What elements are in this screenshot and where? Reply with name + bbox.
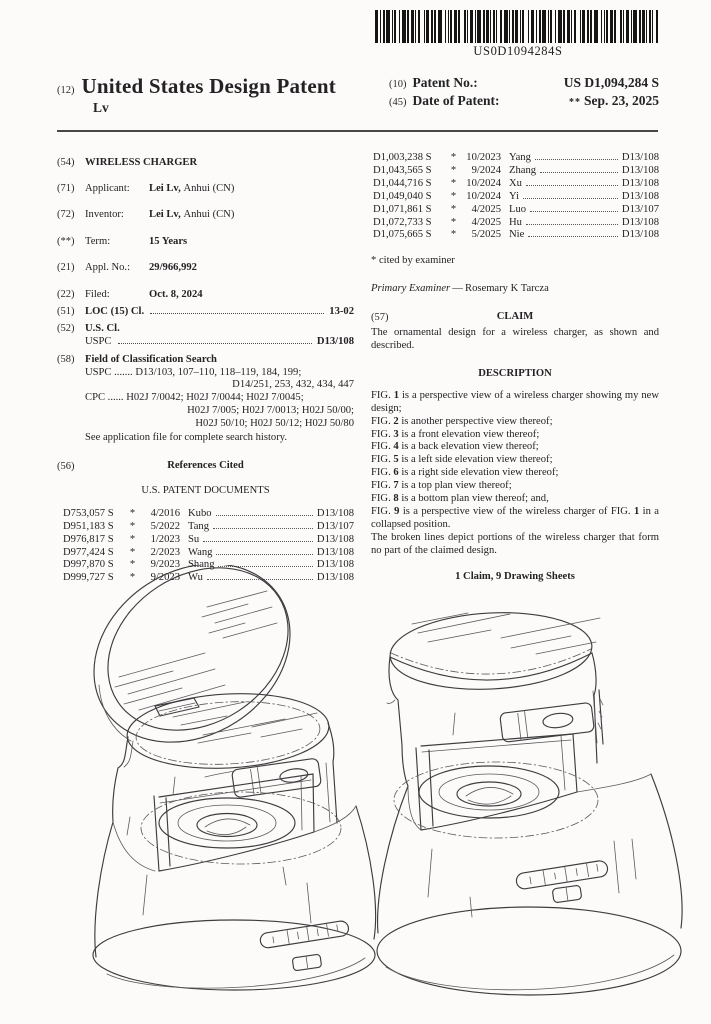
ref-dot-leader — [216, 515, 313, 516]
description-text: is a perspective view of a wireless charger showing my new design; — [371, 389, 660, 414]
inventor-address: Anhui (CN) — [180, 209, 235, 221]
barcode-icon — [375, 10, 659, 43]
description-text: is a left side elevation view thereof; — [398, 454, 553, 466]
ref-examiner-star: * — [129, 572, 136, 584]
ref-patent-number: D951,183 S — [63, 520, 114, 532]
patent-number-row — [389, 75, 659, 91]
ref-inventor-name: Zhang — [509, 164, 537, 176]
ref-date: 5/2022 — [150, 520, 180, 532]
ref-patent-number: D1,049,040 S — [373, 190, 432, 202]
dot-leader — [118, 343, 312, 344]
inventor-row — [57, 209, 354, 222]
ref-examiner-star: * — [450, 190, 457, 202]
ref-dot-leader — [526, 185, 618, 186]
ref-classification: D13/108 — [316, 559, 354, 571]
ref-inventor-name: Kubo — [188, 507, 212, 519]
ref-date: 5/2025 — [471, 229, 501, 241]
dot-leader — [150, 313, 324, 314]
examiner-separator: — — [450, 283, 465, 295]
field-code: (56) — [57, 461, 75, 472]
description-text: FIG. — [371, 428, 394, 440]
left-column — [57, 143, 354, 585]
applicant-label: Applicant: — [85, 182, 130, 194]
figure-number: 9 — [394, 505, 400, 517]
description-text: is a back elevation view thereof; — [398, 441, 539, 453]
description-text: in a collapsed position. — [371, 505, 659, 530]
ref-classification: D13/108 — [621, 152, 659, 163]
figure-number: 5 — [393, 454, 399, 466]
patent-date-row — [389, 93, 659, 109]
ref-examiner-star: * — [129, 559, 136, 571]
header-right — [389, 74, 659, 116]
title-row — [57, 157, 354, 170]
reference-row — [371, 178, 659, 191]
ref-examiner-star: * — [450, 177, 457, 189]
examiner-name: Rosemary K Tarcza — [465, 283, 549, 295]
ref-patent-number: D1,043,565 S — [373, 164, 432, 176]
figure-number: 3 — [393, 428, 399, 440]
ref-inventor-name: Xu — [509, 177, 522, 189]
ref-patent-number: D1,071,861 S — [373, 203, 432, 215]
figure-number: 6 — [393, 467, 399, 479]
examiner-label: Primary Examiner — [371, 283, 451, 295]
reference-row — [371, 191, 659, 204]
claim-heading-text: CLAIM — [496, 311, 534, 323]
reference-row — [57, 547, 354, 560]
reference-row — [57, 534, 354, 547]
ref-classification: D13/108 — [316, 546, 354, 558]
ref-date: 9/2023 — [150, 572, 180, 584]
ref-patent-number: D1,003,238 S — [373, 152, 432, 163]
ref-classification: D13/108 — [316, 507, 354, 519]
us-patent-documents-heading: U.S. PATENT DOCUMENTS — [141, 484, 270, 496]
description-text: FIG. — [371, 467, 394, 479]
ref-patent-number: D1,075,665 S — [373, 229, 432, 241]
field-code: (52) — [57, 323, 75, 335]
inventor-value — [149, 209, 234, 222]
description-text: is a right side elevation view thereof; — [398, 467, 559, 479]
ref-examiner-star: * — [129, 546, 136, 558]
ref-examiner-star: * — [450, 152, 457, 163]
ref-examiner-star: * — [450, 229, 457, 241]
ref-classification: D13/108 — [621, 229, 659, 241]
description-text: FIG. — [371, 493, 394, 505]
ref-date: 9/2024 — [471, 164, 501, 176]
uspc-label: USPC — [85, 336, 112, 348]
ref-date: 2/2023 — [150, 546, 180, 558]
date-label: Date of Patent: — [412, 93, 500, 108]
ref-patent-number: D997,870 S — [63, 559, 114, 571]
doc-kind-code: (12) — [57, 85, 75, 96]
ref-date: 10/2024 — [466, 177, 501, 189]
field-cpc-lines — [57, 392, 354, 431]
bibliographic-body — [57, 143, 659, 585]
ref-classification: D13/108 — [621, 216, 659, 228]
appl-no-label: Appl. No.: — [85, 262, 131, 274]
field-code: (**) — [57, 235, 75, 247]
uspc-value: D13/108 — [316, 336, 354, 348]
cited-by-examiner-note: * cited by examiner — [371, 255, 455, 267]
field-search-line: H02J 7/005; H02J 7/0013; H02J 50/00; — [187, 405, 354, 417]
ref-dot-leader — [535, 159, 618, 160]
field-search-line: D14/251, 253, 432, 434, 447 — [232, 379, 354, 391]
description-line — [371, 441, 659, 454]
ref-date: 4/2025 — [471, 216, 501, 228]
header-divider — [57, 130, 658, 132]
applicant-name: Lei Lv, — [149, 182, 181, 194]
ref-inventor-name: Yang — [509, 152, 531, 163]
ref-date: 10/2024 — [466, 190, 501, 202]
description-line — [371, 480, 659, 493]
ref-dot-leader — [540, 172, 618, 173]
ref-inventor-name: Wu — [188, 572, 203, 584]
description-text: FIG. — [371, 389, 394, 401]
barcode-block — [375, 10, 661, 59]
header-left — [57, 74, 389, 116]
description-lines — [371, 390, 659, 532]
description-line — [371, 454, 659, 467]
application-number-row — [57, 262, 354, 275]
us-cl-label: U.S. Cl. — [85, 323, 120, 335]
loc-class-row — [57, 306, 354, 319]
search-history-note: See application file for complete search history. — [85, 432, 287, 444]
loc-label: LOC (15) Cl. — [85, 305, 145, 317]
ref-dot-leader — [216, 554, 312, 555]
description-text: FIG. — [371, 441, 394, 453]
page-header — [57, 74, 659, 116]
date-value — [569, 93, 659, 109]
description-line — [371, 467, 659, 480]
description-text: FIG. — [371, 454, 394, 466]
ref-date: 4/2025 — [471, 203, 501, 215]
field-code: (22) — [57, 288, 75, 300]
field-of-search-label: Field of Classification Search — [85, 353, 217, 365]
field-code: (71) — [57, 182, 75, 194]
ref-examiner-star: * — [129, 507, 136, 519]
claim-heading — [371, 311, 659, 324]
ref-classification: D13/108 — [316, 572, 354, 584]
term-value: 15 Years — [149, 235, 188, 247]
field-code: (54) — [57, 156, 75, 168]
ref-patent-number: D753,057 S — [63, 507, 114, 519]
field-search-line: CPC ...... H02J 7/0042; H02J 7/0044; H02J 7/0045; — [85, 392, 304, 404]
patent-no-code: (10) — [389, 79, 407, 90]
description-text: FIG. — [371, 505, 395, 517]
figure-number: 2 — [393, 415, 399, 427]
filed-label: Filed: — [85, 288, 110, 300]
filed-row — [57, 289, 354, 302]
term-label: Term: — [85, 235, 111, 247]
wireless-charger-closed-drawing — [360, 593, 705, 1023]
references-heading — [57, 460, 354, 473]
claims-sheets-note: 1 Claim, 9 Drawing Sheets — [455, 570, 575, 582]
figure-number: 1 — [393, 389, 399, 401]
ref-examiner-star: * — [450, 164, 457, 176]
ref-classification: D13/107 — [316, 520, 354, 532]
references-heading-text: References Cited — [167, 460, 244, 471]
description-text: is a front elevation view thereof; — [398, 428, 540, 440]
loc-value: 13-02 — [329, 305, 354, 317]
field-search-line: USPC ....... D13/103, 107–110, 118–119, 184, 199; — [85, 366, 302, 378]
patent-no-label: Patent No.: — [412, 75, 478, 90]
ref-date: 10/2023 — [466, 152, 501, 163]
figure-closed-charger — [360, 593, 705, 1023]
reference-row — [57, 521, 354, 534]
right-column — [371, 143, 659, 585]
invention-title: WIRELESS CHARGER — [85, 156, 198, 168]
uspc-row — [57, 336, 354, 349]
ref-inventor-name: Hu — [509, 216, 522, 228]
ref-inventor-name: Su — [188, 533, 200, 545]
description-text: is a bottom plan view thereof; and, — [398, 493, 549, 505]
ref-classification: D13/108 — [621, 164, 659, 176]
ref-dot-leader — [523, 198, 618, 199]
reference-row — [57, 508, 354, 521]
ref-examiner-star: * — [129, 520, 136, 532]
reference-row — [371, 204, 659, 217]
ref-date: 4/2016 — [150, 507, 180, 519]
claim-text: The ornamental design for a wireless charger, as shown and described. — [371, 327, 659, 351]
ref-patent-number: D999,727 S — [63, 572, 114, 584]
ref-inventor-name: Nie — [509, 229, 525, 241]
inventor-surname: Lv — [93, 100, 109, 115]
figure-number: 4 — [393, 441, 399, 453]
ref-patent-number: D1,072,733 S — [373, 216, 432, 228]
description-line — [371, 506, 659, 532]
field-code: (57) — [371, 312, 389, 324]
ref-classification: D13/108 — [621, 177, 659, 189]
applicant-row — [57, 183, 354, 196]
reference-row — [371, 152, 659, 165]
reference-row — [371, 229, 659, 242]
field-code: (58) — [57, 353, 75, 365]
field-code: (51) — [57, 305, 75, 317]
field-search-line: H02J 50/10; H02J 50/12; H02J 50/80 — [195, 418, 354, 430]
drawing-sheet — [0, 560, 711, 1024]
patent-no-value: US D1,094,284 S — [563, 75, 659, 90]
filed-value: Oct. 8, 2024 — [149, 288, 203, 300]
ref-examiner-star: * — [450, 203, 457, 215]
reference-row — [371, 217, 659, 230]
term-row — [57, 236, 354, 249]
ref-classification: D13/108 — [316, 533, 354, 545]
figure-number: 8 — [393, 493, 399, 505]
ref-patent-number: D976,817 S — [63, 533, 114, 545]
description-line — [371, 390, 659, 416]
ref-inventor-name: Wang — [188, 546, 213, 558]
ref-date: 9/2023 — [150, 559, 180, 571]
ref-classification: D13/108 — [621, 190, 659, 202]
field-code: (21) — [57, 262, 75, 274]
ref-dot-leader — [530, 211, 618, 212]
ref-classification: D13/107 — [621, 203, 659, 215]
ref-patent-number: D1,044,716 S — [373, 177, 432, 189]
page-title: United States Design Patent — [81, 74, 336, 98]
reference-row — [371, 165, 659, 178]
wireless-charger-open-drawing — [55, 565, 395, 1023]
date-text: Sep. 23, 2025 — [583, 93, 659, 108]
description-text: FIG. — [371, 415, 394, 427]
ref-inventor-name: Shang — [188, 559, 215, 571]
applicant-address: Anhui (CN) — [180, 182, 235, 194]
figure-number: 1 — [633, 505, 640, 517]
ref-date: 1/2023 — [150, 533, 180, 545]
ref-dot-leader — [528, 236, 618, 237]
broken-lines-note: The broken lines depict portions of the wireless charger that form no part of the claimed design. — [371, 531, 659, 556]
field-code: (72) — [57, 209, 75, 221]
ref-patent-number: D977,424 S — [63, 546, 114, 558]
inventor-label: Inventor: — [85, 209, 124, 221]
description-line — [371, 416, 659, 429]
ref-examiner-star: * — [129, 533, 136, 545]
ref-dot-leader — [203, 541, 313, 542]
description-text: is another perspective view thereof; — [398, 415, 553, 427]
figure-number: 7 — [393, 480, 399, 492]
description-text: is a top plan view thereof; — [398, 480, 512, 492]
description-text: FIG. — [371, 480, 394, 492]
ref-inventor-name: Yi — [509, 190, 520, 202]
appl-no-value: 29/966,992 — [149, 262, 197, 274]
date-code: (45) — [389, 97, 407, 108]
figure-open-charger — [55, 565, 395, 1023]
description-heading: DESCRIPTION — [478, 367, 552, 379]
ref-dot-leader — [526, 224, 618, 225]
field-uspc-lines — [57, 367, 354, 393]
ref-inventor-name: Tang — [188, 520, 210, 532]
barcode-number: US0D1094284S — [473, 44, 563, 58]
us-class-row — [57, 323, 354, 336]
field-of-search-row — [57, 354, 354, 367]
ref-dot-leader — [213, 528, 313, 529]
description-line — [371, 493, 659, 506]
ref-examiner-star: * — [450, 216, 457, 228]
primary-examiner-line — [371, 283, 659, 296]
us-patent-documents-right — [371, 152, 659, 242]
description-line — [371, 429, 659, 442]
applicant-value — [149, 183, 234, 196]
date-stars: ** — [568, 97, 581, 108]
ref-inventor-name: Luo — [509, 203, 527, 215]
description-text: is a perspective view of the wireless charger of FIG. — [399, 505, 634, 517]
inventor-name: Lei Lv, — [149, 209, 181, 221]
